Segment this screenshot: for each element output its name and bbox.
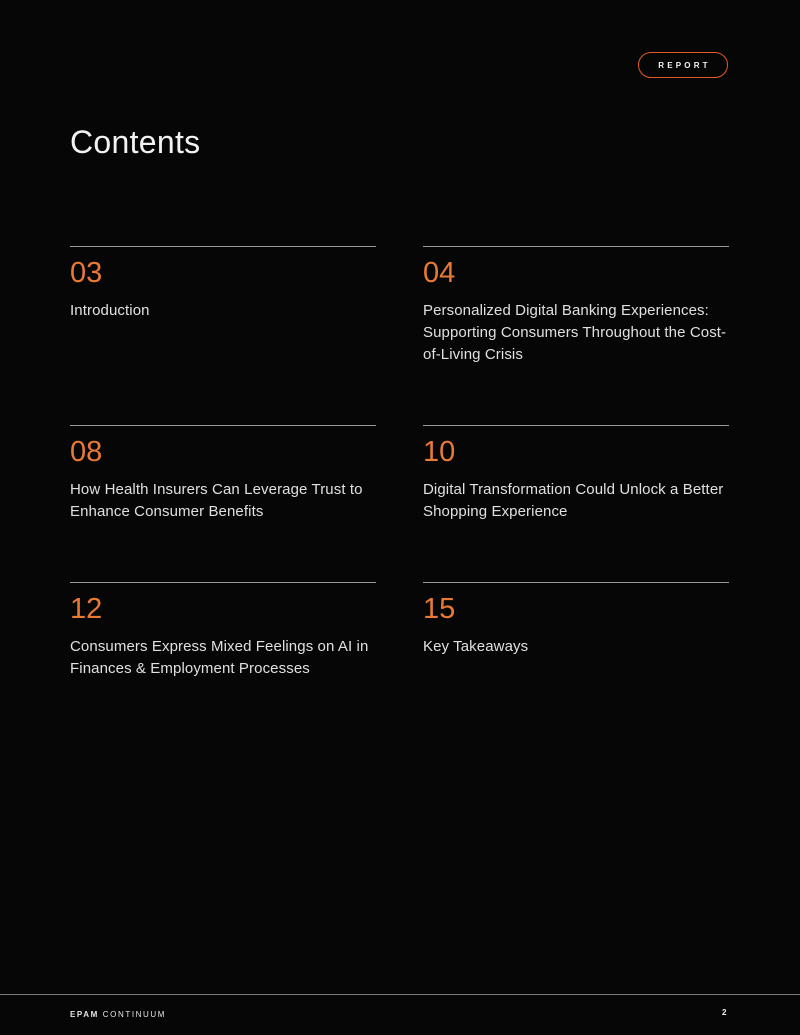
brand-name-bold: EPAM — [70, 1010, 99, 1019]
toc-page-number: 03 — [70, 257, 103, 289]
toc-page-number: 04 — [423, 257, 456, 289]
report-badge: REPORT — [638, 52, 728, 78]
toc-page-number: 15 — [423, 593, 456, 625]
toc-entry[interactable] — [423, 246, 729, 366]
toc-entry[interactable] — [70, 425, 376, 523]
brand-name-rest: CONTINUUM — [102, 1010, 167, 1019]
toc-title: Digital Transformation Could Unlock a Better Shopping Experience — [423, 481, 724, 520]
toc-page-number: 12 — [70, 593, 103, 625]
toc-entry[interactable] — [70, 582, 376, 680]
toc-title: Personalized Digital Banking Experiences: Supporting Consumers Throughout the Cost-of-Living Crisis — [423, 302, 727, 363]
toc-entry[interactable] — [70, 246, 376, 322]
toc-entry[interactable] — [423, 425, 729, 523]
toc-title: Key Takeaways — [423, 638, 529, 655]
toc-page-number: 10 — [423, 436, 456, 468]
page-number: 2 — [722, 1008, 727, 1017]
toc-page-number: 08 — [70, 436, 103, 468]
footer-divider — [0, 994, 800, 995]
toc-title: How Health Insurers Can Leverage Trust to Enhance Consumer Benefits — [70, 481, 363, 520]
toc-entry[interactable] — [423, 582, 729, 658]
toc-title: Introduction — [70, 302, 150, 319]
footer-brand — [70, 1010, 166, 1019]
toc-title: Consumers Express Mixed Feelings on AI in Finances & Employment Processes — [70, 638, 369, 677]
page-title: Contents — [70, 124, 201, 160]
